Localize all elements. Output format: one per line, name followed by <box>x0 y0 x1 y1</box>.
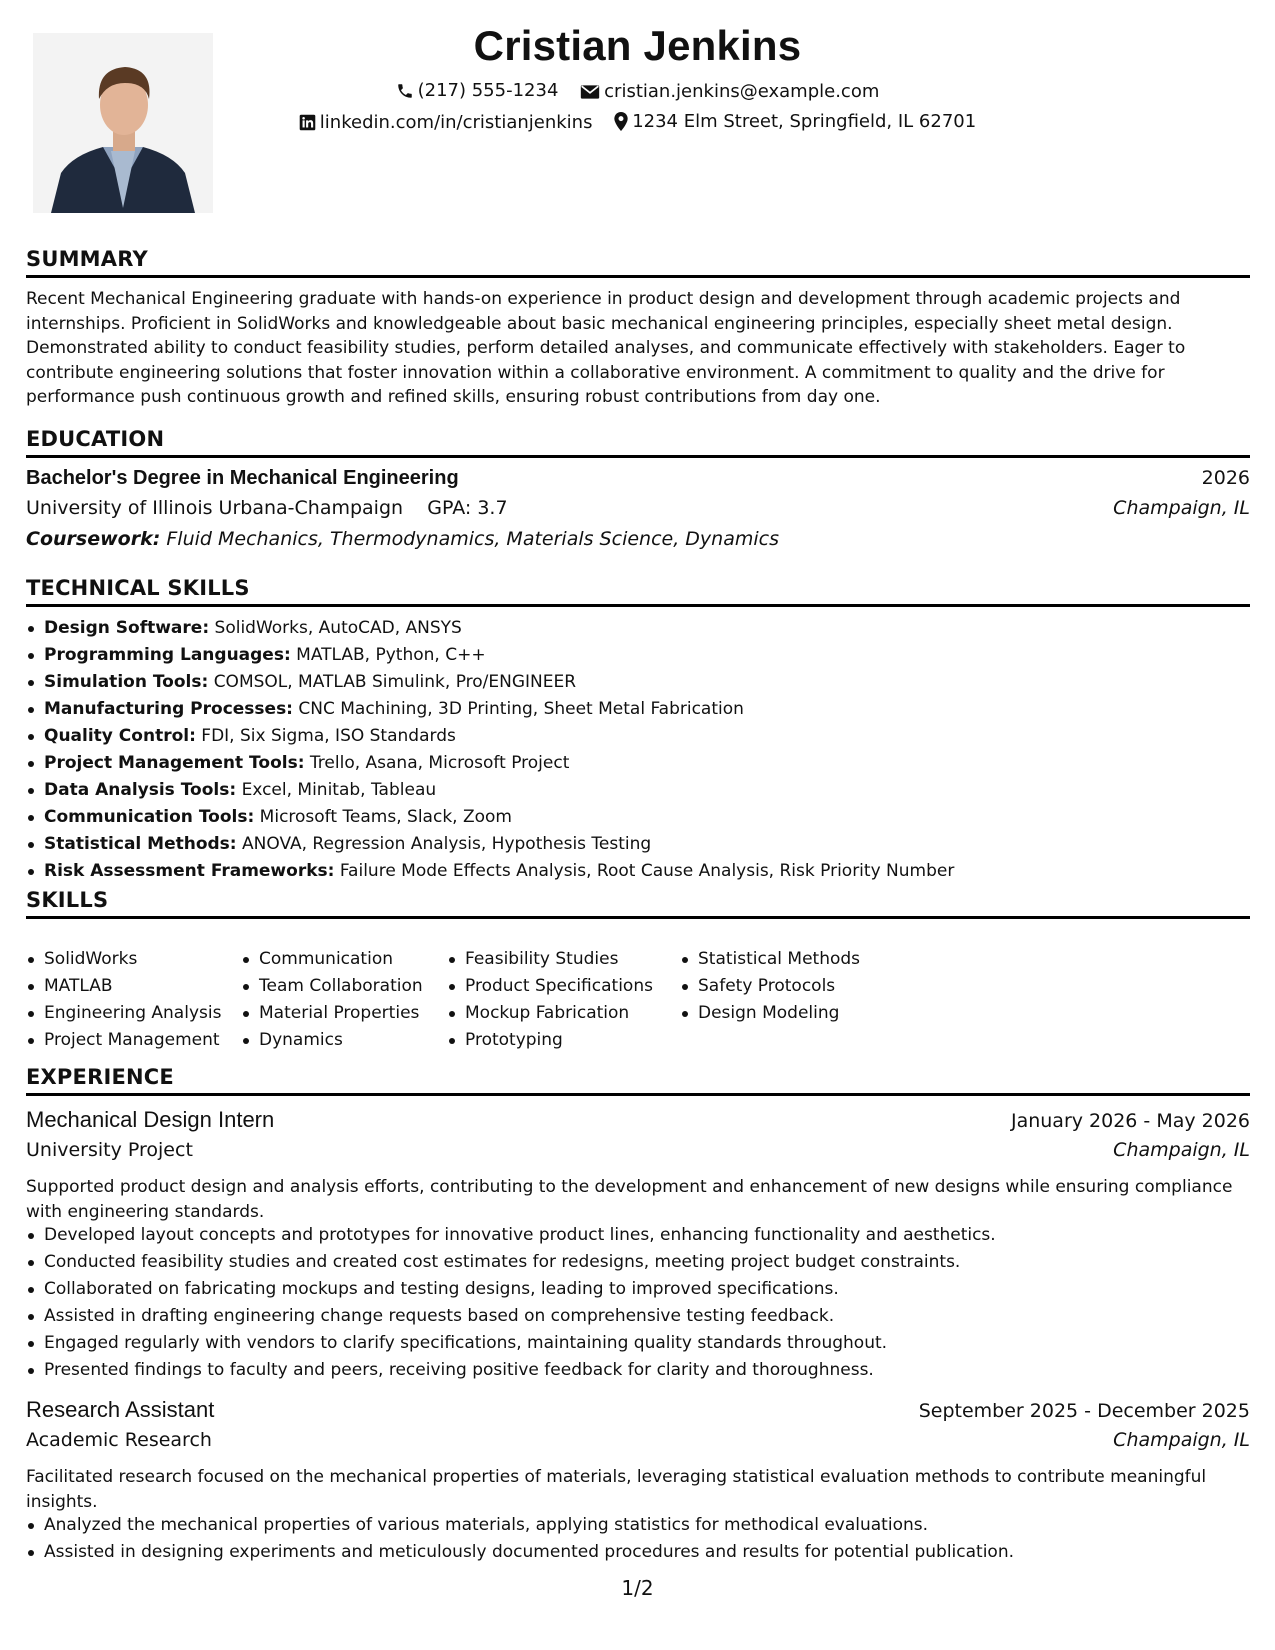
list-item: Engaged regularly with vendors to clarify specifications, maintaining quality standards throughout. <box>44 1330 1268 1357</box>
address-item <box>614 111 976 132</box>
job-role: Mechanical Design Intern <box>26 1107 275 1132</box>
candidate-name: Cristian Jenkins <box>473 22 802 69</box>
linkedin-icon <box>299 114 316 131</box>
coursework-label: Coursework: <box>26 528 161 550</box>
skill-category: Project Management Tools: <box>44 753 305 773</box>
skill-category: Simulation Tools: <box>44 672 209 692</box>
email-text: cristian.jenkins@example.com <box>604 81 880 102</box>
skills-column <box>447 946 680 1054</box>
phone-icon <box>396 82 414 100</box>
list-item: Analyzed the mechanical properties of various materials, applying statistics for methodical evaluations. <box>44 1512 1268 1539</box>
job-title-row <box>26 1397 1250 1423</box>
skill-values: FDI, Six Sigma, ISO Standards <box>201 726 456 746</box>
list-item <box>44 669 1268 696</box>
list-item: Product Specifications <box>465 973 680 1000</box>
school-location: Champaign, IL <box>1113 497 1250 519</box>
skill-category: Quality Control: <box>44 726 196 746</box>
job-dates: September 2025 - December 2025 <box>918 1400 1250 1422</box>
skill-values: SolidWorks, AutoCAD, ANSYS <box>214 618 462 638</box>
skill-values: Trello, Asana, Microsoft Project <box>309 753 570 773</box>
list-item: Assisted in drafting engineering change requests based on comprehensive testing feedback. <box>44 1303 1268 1330</box>
experience-heading: EXPERIENCE <box>26 1065 1250 1096</box>
location-pin-icon <box>614 112 628 131</box>
summary-heading: SUMMARY <box>26 247 1250 278</box>
skill-category: Risk Assessment Frameworks: <box>44 861 335 881</box>
job-org-row <box>26 1429 1250 1451</box>
skill-category: Data Analysis Tools: <box>44 780 237 800</box>
skill-values: Failure Mode Effects Analysis, Root Cause Analysis, Risk Priority Number <box>339 861 955 881</box>
list-item: Presented findings to faculty and peers, receiving positive feedback for clarity and thoroughness. <box>44 1357 1268 1384</box>
technical-skills-list <box>26 615 1268 885</box>
skill-values: CNC Machining, 3D Printing, Sheet Metal Fabrication <box>298 699 744 719</box>
job-role: Research Assistant <box>26 1397 215 1422</box>
linkedin-text: linkedin.com/in/cristianjenkins <box>319 112 593 133</box>
email-item[interactable] <box>580 81 879 102</box>
list-item <box>44 642 1268 669</box>
list-item: Team Collaboration <box>259 973 447 1000</box>
coursework-row <box>26 528 1250 550</box>
skill-category: Programming Languages: <box>44 645 291 665</box>
list-item: Safety Protocols <box>698 973 918 1000</box>
list-item <box>44 804 1268 831</box>
skill-values: MATLAB, Python, C++ <box>296 645 486 665</box>
list-item: MATLAB <box>44 973 241 1000</box>
skills-column <box>680 946 918 1054</box>
job-location: Champaign, IL <box>1113 1139 1250 1161</box>
job-org: University Project <box>26 1139 193 1161</box>
job-dates: January 2026 - May 2026 <box>1010 1110 1250 1132</box>
education-heading: EDUCATION <box>26 427 1250 458</box>
gpa: GPA: 3.7 <box>427 497 508 519</box>
list-item <box>44 615 1268 642</box>
job-description: Facilitated research focused on the mechanical properties of materials, leveraging statistical evaluation methods to contribute meaningful insights. <box>26 1467 1207 1512</box>
list-item: Statistical Methods <box>698 946 918 973</box>
education-school-row <box>26 497 1250 519</box>
job-bullets <box>26 1222 1268 1384</box>
skill-category: Manufacturing Processes: <box>44 699 293 719</box>
list-item: Project Management <box>44 1027 241 1054</box>
list-item <box>44 831 1268 858</box>
job-title-row <box>26 1107 1250 1133</box>
list-item <box>44 696 1268 723</box>
school-line <box>26 497 508 519</box>
linkedin-item[interactable] <box>299 112 593 133</box>
list-item: Material Properties <box>259 1000 447 1027</box>
list-item: Engineering Analysis <box>44 1000 241 1027</box>
list-item <box>44 777 1268 804</box>
contact-line-2 <box>0 111 1275 136</box>
email-icon <box>580 84 600 100</box>
list-item: Conducted feasibility studies and created cost estimates for redesigns, meeting project budget constraints. <box>44 1249 1268 1276</box>
summary-text: Recent Mechanical Engineering graduate with hands-on experience in product design and development through academic projects and internships. Proficient in SolidWorks and knowledgeable about basic mechanical engineering principles, especially sheet metal design. Demonstrated ability to conduct feasibility studies, perform detailed analyses, and communicate effectively with stakeholders. Eager to contribute engineering solutions that foster innovation within a collaborative environment. A commitment to quality and the drive for performance push continuous growth and refined skills, ensuring robust contributions from day one. <box>26 289 1186 407</box>
coursework-list: Fluid Mechanics, Thermodynamics, Materials Science, Dynamics <box>166 528 779 550</box>
coursework-line <box>26 528 779 550</box>
contact-line-1 <box>0 80 1275 105</box>
job-location: Champaign, IL <box>1113 1429 1250 1451</box>
skill-values: Microsoft Teams, Slack, Zoom <box>259 807 512 827</box>
list-item: Dynamics <box>259 1027 447 1054</box>
skill-values: Excel, Minitab, Tableau <box>241 780 437 800</box>
list-item: Mockup Fabrication <box>465 1000 680 1027</box>
list-item: SolidWorks <box>44 946 241 973</box>
list-item: Developed layout concepts and prototypes for innovative product lines, enhancing functionality and aesthetics. <box>44 1222 1268 1249</box>
education-degree-row <box>26 467 1250 490</box>
list-item: Design Modeling <box>698 1000 918 1027</box>
job-org-row <box>26 1139 1250 1161</box>
skill-values: COMSOL, MATLAB Simulink, Pro/ENGINEER <box>213 672 577 692</box>
list-item: Assisted in designing experiments and meticulously documented procedures and results for potential publication. <box>44 1539 1268 1566</box>
list-item: Collaborated on fabricating mockups and testing designs, leading to improved specifications. <box>44 1276 1268 1303</box>
job-org: Academic Research <box>26 1429 212 1451</box>
skill-category: Statistical Methods: <box>44 834 237 854</box>
list-item: Communication <box>259 946 447 973</box>
degree-year: 2026 <box>1201 467 1250 489</box>
degree-title: Bachelor's Degree in Mechanical Engineering <box>26 467 459 489</box>
skill-category: Design Software: <box>44 618 210 638</box>
skill-category: Communication Tools: <box>44 807 255 827</box>
job-description: Supported product design and analysis efforts, contributing to the development and enhancement of new designs while ensuring compliance with engineering standards. <box>26 1177 1233 1222</box>
technical-skills-heading: TECHNICAL SKILLS <box>26 576 1250 607</box>
list-item <box>44 858 1268 885</box>
school-name: University of Illinois Urbana-Champaign <box>26 497 404 519</box>
list-item <box>44 723 1268 750</box>
list-item: Prototyping <box>465 1027 680 1054</box>
list-item <box>44 750 1268 777</box>
phone-text: (217) 555-1234 <box>417 80 559 101</box>
page-number: 1/2 <box>621 1576 654 1600</box>
skills-heading: SKILLS <box>26 888 1250 919</box>
list-item: Feasibility Studies <box>465 946 680 973</box>
skills-column <box>241 946 447 1054</box>
skill-values: ANOVA, Regression Analysis, Hypothesis Testing <box>242 834 652 854</box>
job-bullets <box>26 1512 1268 1566</box>
skills-grid <box>26 946 918 1054</box>
address-text: 1234 Elm Street, Springfield, IL 62701 <box>632 111 977 132</box>
phone-item[interactable] <box>396 80 559 101</box>
skills-column <box>26 946 241 1054</box>
